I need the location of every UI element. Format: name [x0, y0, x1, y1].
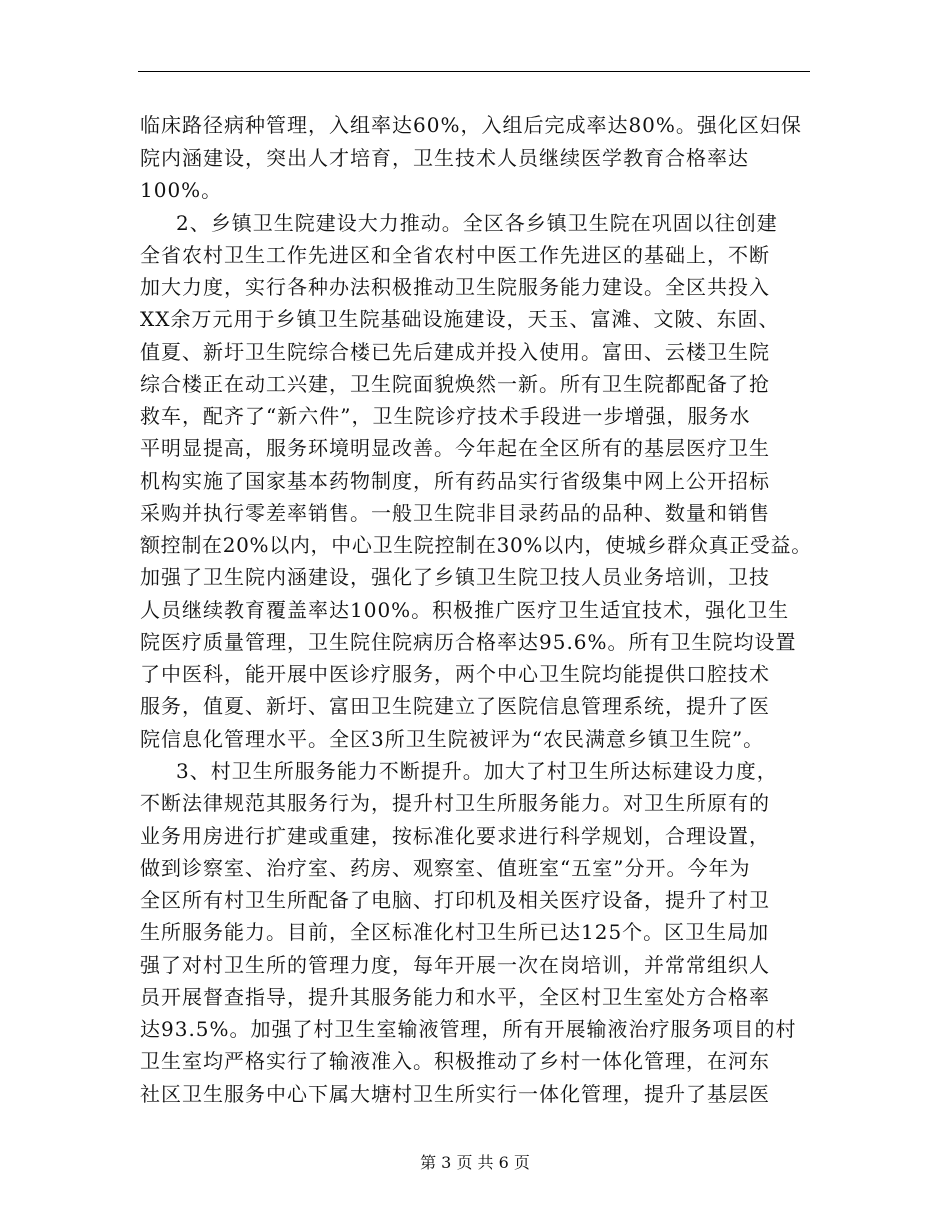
text-line: 社区卫生服务中心下属大塘村卫生所实行一体化管理，提升了基层医 — [140, 1082, 770, 1106]
text-line: 加强了卫生院内涵建设，强化了乡镇卫生院卫技人员业务培训，卫技 — [140, 565, 770, 589]
text-line: 生所服务能力。目前，全区标准化村卫生所已达125个。区卫生局加 — [140, 920, 770, 944]
text-line: 业务用房进行扩建或重建，按标准化要求进行科学规划，合理设置， — [140, 824, 770, 848]
page-number: 第 3 页 共 6 页 — [420, 1153, 530, 1172]
text-line: 院内涵建设，突出人才培育，卫生技术人员继续医学教育合格率达 — [140, 146, 749, 170]
text-line: 不断法律规范其服务行为，提升村卫生所服务能力。对卫生所原有的 — [140, 791, 770, 815]
text-line: 100%。 — [140, 178, 223, 202]
text-line: 3、村卫生所服务能力不断提升。加大了村卫生所达标建设力度， — [176, 759, 778, 783]
text-line: 全省农村卫生工作先进区和全省农村中医工作先进区的基础上，不断 — [140, 243, 770, 267]
text-line: 了中医科，能开展中医诊疗服务，两个中心卫生院均能提供口腔技术 — [140, 662, 770, 686]
text-line: 院信息化管理水平。全区3所卫生院被评为“农民满意乡镇卫生院”。 — [140, 727, 765, 751]
text-line: 服务，值夏、新圩、富田卫生院建立了医院信息管理系统，提升了医 — [140, 694, 770, 718]
text-line: 综合楼正在动工兴建，卫生院面貌焕然一新。所有卫生院都配备了抢 — [140, 372, 770, 396]
text-line: 平明显提高，服务环境明显改善。今年起在全区所有的基层医疗卫生 — [140, 436, 770, 460]
text-line: 值夏、新圩卫生院综合楼已先后建成并投入使用。富田、云楼卫生院 — [140, 340, 770, 364]
text-line: 2、乡镇卫生院建设大力推动。全区各乡镇卫生院在巩固以往创建 — [176, 211, 778, 235]
text-line: 额控制在20%以内，中心卫生院控制在30%以内，使城乡群众真正受益。 — [140, 533, 812, 557]
text-line: 人员继续教育覆盖率达100%。积极推广医疗卫生适宜技术，强化卫生 — [140, 598, 790, 622]
text-line: 院医疗质量管理，卫生院住院病历合格率达95.6%。所有卫生院均设置 — [140, 630, 797, 654]
header-rule — [138, 71, 810, 72]
text-line: 做到诊察室、治疗室、药房、观察室、值班室“五室”分开。今年为 — [140, 856, 751, 880]
text-line: 强了对村卫生所的管理力度，每年开展一次在岗培训，并常常组织人 — [140, 953, 770, 977]
text-line: 卫生室均严格实行了输液准入。积极推动了乡村一体化管理，在河东 — [140, 1049, 770, 1073]
text-line: 救车，配齐了“新六件”，卫生院诊疗技术手段进一步增强，服务水 — [140, 404, 751, 428]
text-line: XX余万元用于乡镇卫生院基础设施建设，天玉、富滩、文陂、东固、 — [140, 307, 780, 331]
text-line: 采购并执行零差率销售。一般卫生院非目录药品的品种、数量和销售 — [140, 501, 770, 525]
text-line: 加大力度，实行各种办法积极推动卫生院服务能力建设。全区共投入 — [140, 275, 770, 299]
text-line: 临床路径病种管理，入组率达60%，入组后完成率达80%。强化区妇保 — [140, 113, 802, 137]
text-line: 机构实施了国家基本药物制度，所有药品实行省级集中网上公开招标 — [140, 469, 770, 493]
text-line: 达93.5%。加强了村卫生室输液管理，所有开展输液治疗服务项目的村 — [140, 1017, 797, 1041]
text-line: 员开展督查指导，提升其服务能力和水平，全区村卫生室处方合格率 — [140, 985, 770, 1009]
text-line: 全区所有村卫生所配备了电脑、打印机及相关医疗设备，提升了村卫 — [140, 888, 770, 912]
